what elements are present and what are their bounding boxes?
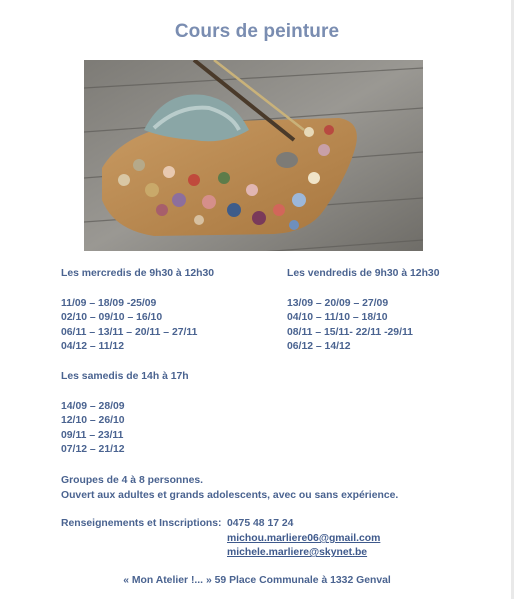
palette-photo (84, 60, 423, 251)
palette-image-icon (84, 60, 423, 251)
email-link-skynet[interactable]: michele.marliere@skynet.be (227, 547, 368, 558)
wednesday-dates-row: 04/12 – 11/12 (61, 341, 124, 352)
contact-label: Renseignements et Inscriptions: (61, 518, 222, 529)
wednesday-dates-row: 06/11 – 13/11 – 20/11 – 27/11 (61, 326, 198, 338)
saturday-dates-row: 09/11 – 23/11 (61, 429, 124, 441)
wednesday-schedule (61, 266, 214, 354)
friday-dates-row: 04/10 – 11/10 – 18/10 (287, 312, 388, 323)
friday-dates-row: 06/12 – 14/12 (287, 341, 351, 352)
info-block (61, 473, 398, 502)
saturday-schedule (61, 369, 189, 457)
friday-schedule (287, 266, 439, 354)
contact-phone: 0475 48 17 24 (227, 518, 294, 529)
saturday-dates-row: 14/09 – 28/09 (61, 400, 125, 412)
group-size-text: Groupes de 4 à 8 personnes. (61, 475, 204, 486)
saturday-dates-row: 12/10 – 26/10 (61, 415, 125, 426)
wednesday-heading: Les mercredis de 9h30 à 12h30 (61, 268, 215, 279)
page-title: Cours de peinture (174, 21, 340, 42)
audience-text: Ouvert aux adultes et grands adolescents, avec ou sans expérience. (61, 489, 399, 501)
friday-dates-row: 08/11 – 15/11- 22/11 -29/11 (287, 326, 413, 338)
friday-heading: Les vendredis de 9h30 à 12h30 (287, 268, 440, 279)
wednesday-dates-row: 02/10 – 09/10 – 16/10 (61, 312, 163, 323)
saturday-heading: Les samedis de 14h à 17h (61, 371, 189, 382)
footer-address: « Mon Atelier !... » 59 Place Communale à 1332 Genval (123, 575, 391, 586)
wednesday-dates-row: 11/09 – 18/09 -25/09 (61, 297, 157, 309)
saturday-dates-row: 07/12 – 21/12 (61, 444, 125, 455)
email-link-gmail[interactable]: michou.marliere06@gmail.com (227, 533, 381, 544)
friday-dates-row: 13/09 – 20/09 – 27/09 (287, 297, 389, 309)
